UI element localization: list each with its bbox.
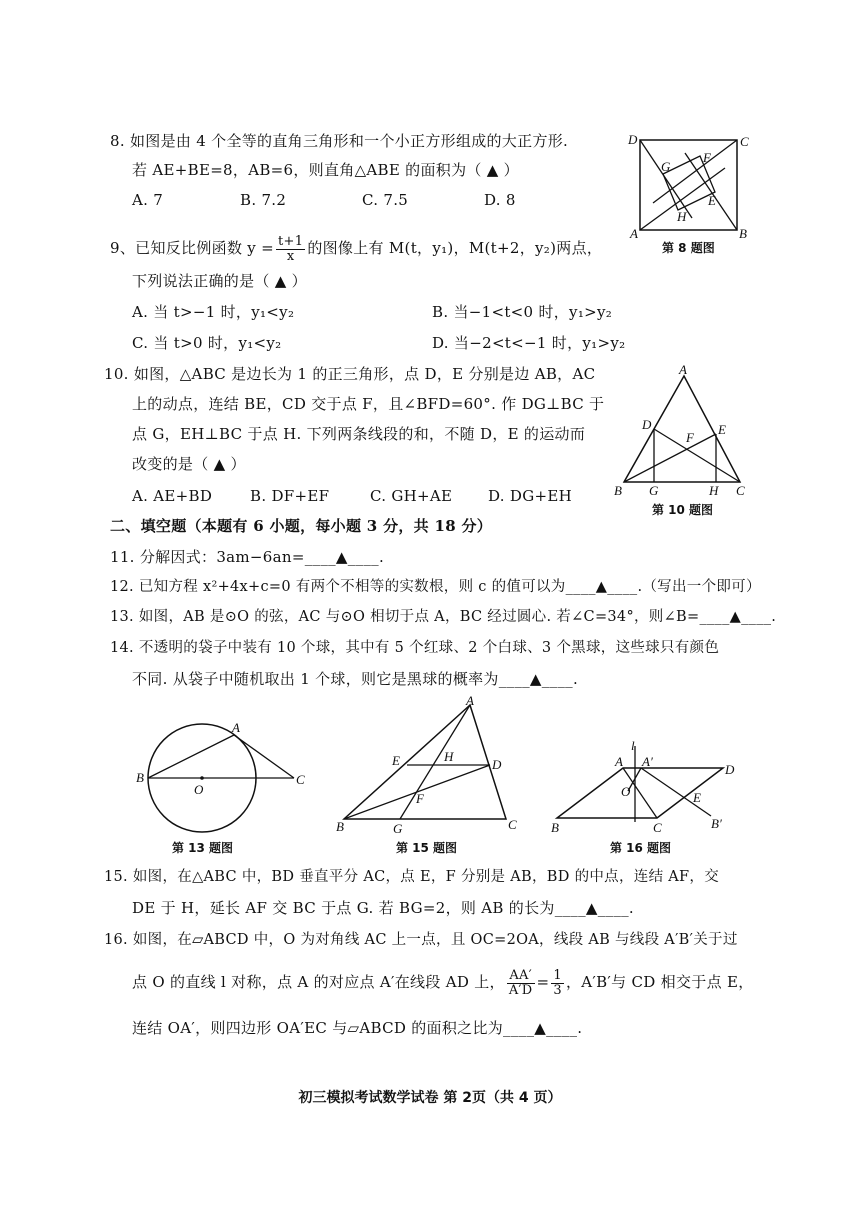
fig8-label-A: A (630, 226, 638, 241)
q16-frac1-num: AA′ (507, 969, 535, 984)
fig8-label-G: G (661, 159, 671, 174)
q9-frac-den: x (286, 248, 295, 264)
fig10-label-G: G (649, 483, 659, 498)
q10-line3: 点 G，EH⊥BC 于点 H. 下列两条线段的和，不随 D，E 的运动而 (132, 425, 586, 443)
fig16-label-l: l (631, 740, 635, 753)
q16-fraction-1 (507, 969, 535, 998)
fig16-label-D: D (725, 762, 735, 777)
q16-frac2-num: 1 (553, 967, 562, 983)
q10-option-a: A. AE+BD (132, 487, 213, 505)
fig8-diagram (625, 128, 755, 243)
q12-text: 12. 已知方程 x²+4x+c=0 有两个不相等的实数根，则 c 的值可以为____▲____.（写出一个即可） (110, 579, 761, 595)
fig13-caption: 第 13 题图 (172, 841, 234, 855)
fig16-label-B: B (551, 820, 559, 835)
fig8-label-E: E (708, 193, 716, 208)
fig10-label-F: F (686, 430, 694, 445)
fig15-label-E: E (392, 753, 400, 768)
fig8-label-H: H (677, 209, 687, 224)
fig13-label-A: A (232, 720, 240, 735)
q8-option-a: A. 7 (132, 191, 164, 209)
q8-option-c: C. 7.5 (362, 191, 409, 209)
fig10-label-A: A (679, 362, 687, 377)
fig13-label-B: B (136, 770, 144, 785)
q13-text: 13. 如图，AB 是⊙O 的弦，AC 与⊙O 相切于点 A，BC 经过圆心. 若∠C=34°，则∠B=____▲____. (110, 609, 777, 625)
q9-fraction (276, 235, 305, 264)
fig10-diagram (612, 362, 752, 500)
fig10-label-D: D (642, 417, 652, 432)
fig13-label-C: C (296, 772, 305, 787)
fig16-caption: 第 16 题图 (610, 841, 672, 855)
q11-text: 11. 分解因式：3am−6an=____▲____. (110, 548, 385, 566)
fig8-label-C: C (740, 134, 749, 149)
q9-option-a: A. 当 t>−1 时，y₁<y₂ (132, 303, 295, 321)
q10-option-b: B. DF+EF (250, 487, 330, 505)
q16-frac2-den: 3 (553, 982, 562, 998)
q9-option-b: B. 当−1<t<0 时，y₁>y₂ (432, 303, 613, 321)
fig10-label-E: E (718, 422, 726, 437)
q16-frac1-den: A′D (508, 982, 533, 998)
fig16-label-A: A (615, 754, 623, 769)
q10-line2: 上的动点，连结 BE，CD 交于点 F，且∠BFD=60°. 作 DG⊥BC 于 (132, 395, 605, 413)
fig16-label-E: E (693, 790, 701, 805)
fig8-label-B: B (739, 226, 747, 241)
q10-line1: 10. 如图，△ABC 是边长为 1 的正三角形，点 D，E 分别是边 AB，AC (104, 365, 596, 383)
q9-option-d: D. 当−2<t<−1 时，y₁>y₂ (432, 334, 626, 352)
fig15-diagram (330, 695, 530, 840)
fig16-label-A-prime: A′ (642, 754, 653, 769)
q16-line2-post: ，A′B′与 CD 相交于点 E， (565, 973, 754, 991)
q8-option-d: D. 8 (484, 191, 516, 209)
fig15-caption: 第 15 题图 (396, 841, 458, 855)
q15-line2: DE 于 H，延长 AF 交 BC 于点 G. 若 BG=2，则 AB 的长为____▲____. (132, 899, 634, 917)
q16-line3: 连结 OA′，则四边形 OA′EC 与▱ABCD 的面积之比为____▲____. (132, 1019, 583, 1037)
q9-line1-pre: 9、已知反比例函数 y = (110, 239, 275, 257)
fig15-label-F: F (416, 791, 424, 806)
section2-heading: 二、填空题（本题有 6 小题，每小题 3 分，共 18 分） (110, 517, 493, 535)
q8-line1: 8. 如图是由 4 个全等的直角三角形和一个小正方形组成的大正方形. (110, 132, 569, 150)
fig16-diagram (545, 740, 745, 840)
q9-line1 (110, 228, 602, 268)
q16-line2-pre: 点 O 的直线 l 对称，点 A 的对应点 A′在线段 AD 上， (132, 973, 505, 991)
fig15-label-D: D (492, 757, 502, 772)
q10-line4: 改变的是（ ▲ ） (132, 455, 246, 473)
q16-line1: 16. 如图，在▱ABCD 中，O 为对角线 AC 上一点，且 OC=2OA，线段 AB 与线段 A′B′关于过 (104, 932, 738, 948)
fig8-label-F: F (703, 150, 711, 165)
q10-option-c: C. GH+AE (370, 487, 453, 505)
q8-option-b: B. 7.2 (240, 191, 287, 209)
fig15-label-C: C (508, 817, 517, 832)
page-footer: 初三模拟考试数学试卷 第 2页（共 4 页） (298, 1090, 562, 1106)
fig15-label-H: H (444, 749, 454, 764)
q15-line1: 15. 如图，在△ABC 中，BD 垂直平分 AC，点 E，F 分别是 AB，BD 的中点，连结 AF，交 (104, 869, 720, 885)
fig10-caption: 第 10 题图 (652, 503, 714, 517)
fig8-caption: 第 8 题图 (662, 241, 715, 255)
fig16-label-O: O (621, 784, 631, 799)
q16-fraction-2 (551, 969, 564, 998)
fig15-label-G: G (393, 821, 403, 836)
q10-option-d: D. DG+EH (488, 487, 573, 505)
q16-line2 (132, 962, 754, 1002)
q9-frac-num: t+1 (278, 233, 304, 249)
q14-line1: 14. 不透明的袋子中装有 10 个球，其中有 5 个红球、2 个白球、3 个黑球，这些球只有颜色 (110, 640, 720, 656)
q16-equals: = (536, 973, 550, 991)
q9-option-c: C. 当 t>0 时，y₁<y₂ (132, 334, 282, 352)
fig15-label-A: A (466, 695, 474, 708)
fig13-label-O: O (194, 782, 204, 797)
fig10-label-H: H (709, 483, 719, 498)
fig15-label-B: B (336, 819, 344, 834)
fig13-diagram (130, 718, 320, 838)
fig16-label-B-prime: B′ (711, 816, 722, 831)
q14-line2: 不同. 从袋子中随机取出 1 个球，则它是黑球的概率为____▲____. (132, 670, 579, 688)
fig10-label-C: C (736, 483, 745, 498)
fig10-label-B: B (614, 483, 622, 498)
q8-line2: 若 AE+BE=8，AB=6，则直角△ABE 的面积为（ ▲ ） (132, 161, 519, 179)
q9-line1-post: 的图像上有 M(t，y₁)，M(t+2，y₂)两点， (307, 239, 603, 257)
q9-line2: 下列说法正确的是（ ▲ ） (132, 272, 307, 290)
fig16-label-C: C (653, 820, 662, 835)
fig8-label-D: D (628, 132, 638, 147)
